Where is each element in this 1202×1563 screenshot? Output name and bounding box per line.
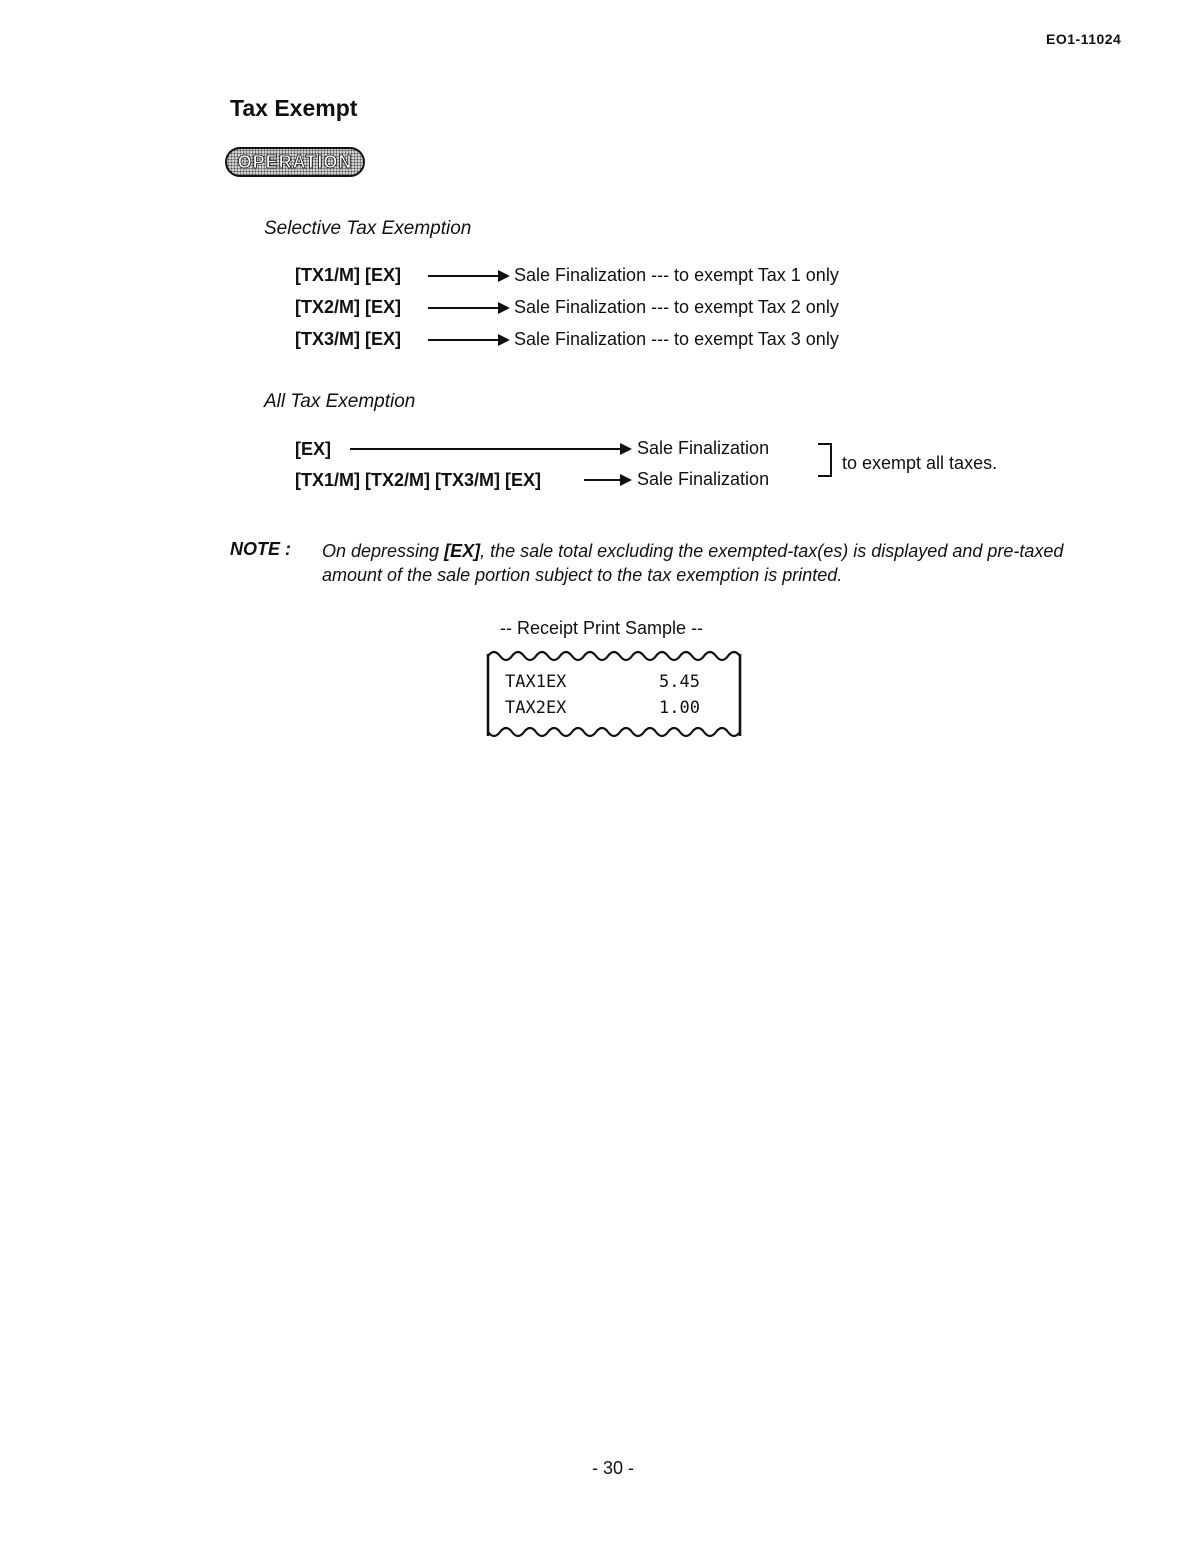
selective-keys-1: [TX1/M] [EX] — [295, 265, 401, 285]
selective-result-1: Sale Finalization --- to exempt Tax 1 only — [514, 265, 839, 285]
note-text-after: , the sale total excluding the exempted-tax(es) is displayed and pre-taxed amount of the sale portion subject to the tax exemption is printed. — [322, 541, 1064, 585]
all-tax-keys-2: [TX1/M] [TX2/M] [TX3/M] [EX] — [295, 470, 541, 490]
note-text — [322, 539, 1082, 587]
document-number: EO1-11024 — [1046, 31, 1122, 47]
page-number: - 30 - — [592, 1458, 635, 1478]
selective-result-3: Sale Finalization --- to exempt Tax 3 only — [514, 329, 839, 349]
receipt-label-2: TAX2EX — [505, 698, 567, 718]
note-label: NOTE : — [230, 539, 291, 559]
arrow-right-icon — [428, 339, 500, 341]
bracket-note: to exempt all taxes. — [842, 453, 998, 473]
selective-keys-2: [TX2/M] [EX] — [295, 297, 401, 317]
note-text-before: On depressing — [322, 541, 445, 561]
arrow-right-icon — [428, 307, 500, 309]
receipt-value-1: 5.45 — [659, 672, 700, 692]
arrow-right-icon — [350, 448, 622, 450]
section-title: Tax Exempt — [230, 95, 358, 121]
operation-badge-label: OPERATION — [237, 151, 353, 172]
all-tax-heading: All Tax Exemption — [264, 391, 416, 412]
receipt-outline — [486, 646, 746, 742]
all-tax-result-1: Sale Finalization — [637, 438, 770, 458]
note-key: [EX] — [444, 541, 481, 561]
arrow-right-icon — [428, 275, 500, 277]
selective-result-2: Sale Finalization --- to exempt Tax 2 only — [514, 297, 839, 317]
selective-keys-3: [TX3/M] [EX] — [295, 329, 401, 349]
right-bracket-icon — [818, 443, 832, 477]
arrow-right-icon — [584, 479, 622, 481]
all-tax-result-2: Sale Finalization — [637, 469, 770, 489]
receipt-value-2: 1.00 — [659, 698, 700, 718]
all-tax-keys-1: [EX] — [295, 439, 331, 459]
receipt-caption: -- Receipt Print Sample -- — [500, 618, 704, 638]
operation-badge — [225, 147, 365, 177]
receipt-sample — [486, 646, 746, 747]
receipt-label-1: TAX1EX — [505, 672, 567, 692]
selective-heading: Selective Tax Exemption — [264, 218, 472, 239]
